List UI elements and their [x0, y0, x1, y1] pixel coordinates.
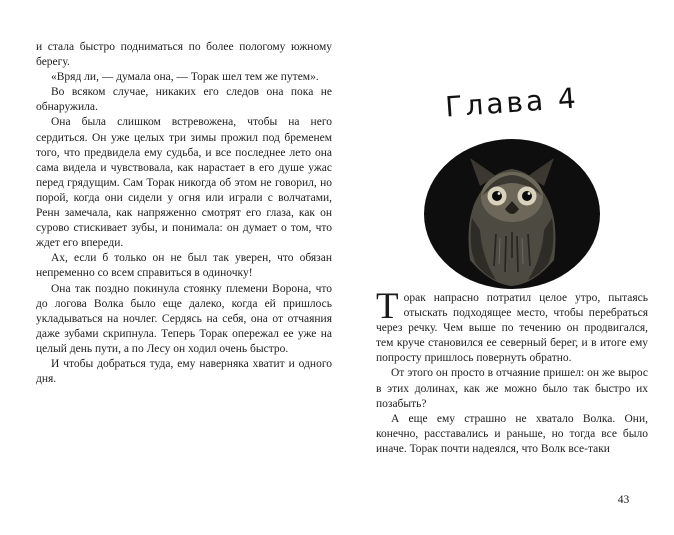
- paragraph-text: орак напрасно потратил целое утро, пытаясь отыскать подходящее место, чтобы перебраться через речку. Чем выше по течению он продвигался, тем круче становился ее северный берег, и в итоге ему попросту пришлось повернуть обратно.: [376, 292, 648, 365]
- paragraph: Во всяком случае, никаких его следов она пока не обнаружила.: [36, 86, 332, 114]
- drop-cap: Т: [376, 286, 399, 327]
- paragraph: От этого он просто в отчаяние пришел: он же вырос в этих долинах, как же можно было так быстро их позабыть?: [376, 367, 648, 410]
- owl-icon: [422, 138, 602, 290]
- paragraph: Она так поздно покинула стоянку племени Ворона, что до логова Волка было еще далеко, когда ей пришлось укладываться на ночлег. Сердясь на себя, она от отчаяния даже зубами скрипнула. Теперь Торак опережал ее уже на целый день пути, а по Лесу он ходил очень быстро.: [36, 282, 332, 355]
- paragraph: и стала быстро подниматься по более пологому южному берегу.: [36, 41, 332, 69]
- paragraph: Ах, если б только он не был так уверен, что обязан непременно со всем справиться в одиночку!: [36, 252, 332, 280]
- paragraph: И чтобы добраться туда, ему наверняка хватит и одного дня.: [36, 357, 332, 386]
- left-page-text: [36, 40, 332, 387]
- owl-illustration: [376, 136, 648, 292]
- paragraph: «Вряд ли, — думала она, — Торак шел тем же путем».: [51, 71, 319, 84]
- chapter-heading: Глава 4: [444, 81, 580, 124]
- right-page-text: [376, 286, 648, 457]
- paragraph: Она была слишком встревожена, чтобы на него сердиться. Он уже целых три зимы прожил под бременем того, что предвидела ему судьба, и все последнее лето она сама видела и чувствовала, как нарастает в его душе ужас перед грядущим. Сам Торак никогда об этом не говорил, но порой, когда они сидели у огня или играли с волчатами, Ренн замечала, как напряженно смотрят его глаза, как он сурово стискивает зубы, и понимала: он думает о том, что ждет его впереди.: [36, 116, 332, 250]
- page-number: 43: [617, 494, 630, 506]
- paragraph: А еще ему страшно не хватало Волка. Они, конечно, расставались и раньше, но тогда все было иначе. Торак почти надеялся, что Волк все-таки: [376, 412, 648, 455]
- paragraph-dropcap: [376, 286, 648, 366]
